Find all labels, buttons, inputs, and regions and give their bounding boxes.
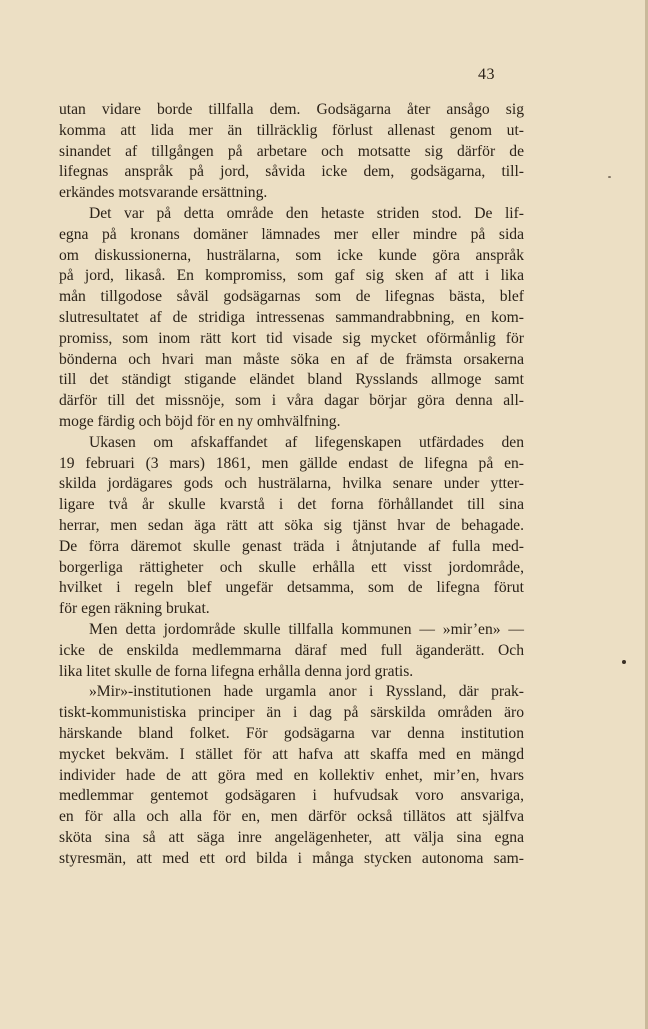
text-line: komma att lida mer än tillräcklig förlust allenast genom ut- [59, 121, 524, 139]
paper-speck [608, 176, 611, 178]
text-line: för egen räkning brukat. [59, 600, 210, 618]
text-line: medlemmar gentemot godsägaren i hufvudsak voro ansvariga, [59, 787, 524, 805]
text-line: mycket bekväm. I stället för att hafva att skaffa med en mängd [59, 745, 524, 763]
text-line: en för alla och alla för en, men därför också tillätos att själfva [59, 808, 524, 826]
text-line: styresmän, att med ett ord bilda i många stycken autonoma sam- [59, 849, 524, 867]
text-line: hvilket i regeln blef ungefär detsamma, som de lifegna förut [59, 579, 524, 597]
text-line: icke de enskilda medlemmarna däraf med full äganderätt. Och [59, 641, 524, 659]
text-line: sköta sina så att säga inre angelägenheter, att välja sina egna [59, 828, 524, 846]
text-line: bönderna och hvari man måste söka en af de främsta orsakerna [59, 350, 524, 368]
text-line: Det var på detta område den hetaste striden stod. De lif- [89, 204, 524, 222]
text-line: skilda jordägares gods och husträlarna, hvilka senare under ytter- [59, 475, 524, 493]
text-line: promiss, som inom rätt kort tid visade sig mycket oförmånlig för [59, 329, 524, 347]
text-line: Men detta jordområde skulle tillfalla kommunen — »mir’en» — [89, 620, 524, 638]
text-line: sinandet af tillgången på arbetare och motsatte sig därför de [59, 142, 524, 160]
text-line: Ukasen om afskaffandet af lifegenskapen utfärdades den [89, 433, 524, 451]
text-line: herrar, men sedan äga rätt att söka sig tjänst hvar de behagade. [59, 516, 524, 534]
text-line: på jord, likaså. En kompromiss, som gaf sig sken af att i lika [59, 267, 524, 285]
text-line: till det ständigt stigande eländet bland Rysslands allmoge samt [59, 371, 524, 389]
text-line: härskande bland folket. För godsägarna var denna institution [59, 724, 524, 742]
text-line: tiskt-kommunistiska principer än i dag på särskilda områden äro [59, 704, 524, 722]
text-line: om diskussionerna, husträlarna, som icke kunde göra anspråk [59, 246, 524, 264]
text-line: moge färdig och böjd för en ny omhvälfning. [59, 412, 341, 430]
text-line: De förra däremot skulle genast träda i åtnjutande af fulla med- [59, 537, 524, 555]
text-line: individer hade de att göra med en kollektiv enhet, mir’en, hvars [59, 766, 524, 784]
body-text [59, 100, 524, 869]
text-line: därför till det missnöje, som i våra dagar börjar göra denna all- [59, 392, 524, 410]
text-line: lifegnas anspråk på jord, såvida icke dem, godsägarna, till- [59, 163, 524, 181]
text-line: slutresultatet af de stridiga intressenas sammandrabbning, en kom- [59, 308, 524, 326]
text-line: mån tillgodose såväl godsägarnas som de lifegnas bästa, blef [59, 288, 524, 306]
text-line: lika litet skulle de forna lifegna erhålla denna jord gratis. [59, 662, 414, 680]
text-line: »Mir»-institutionen hade urgamla anor i Ryssland, där prak- [89, 683, 524, 701]
text-line: ligare två år skulle kvarstå i det forna förhållandet till sina [59, 496, 524, 514]
text-line: erkändes motsvarande ersättning. [59, 184, 268, 202]
text-line: 19 februari (3 mars) 1861, men gällde endast de lifegna på en- [59, 454, 524, 472]
page-number: 43 [478, 66, 495, 83]
text-line: egna på kronans domäner lämnades mer eller mindre på sida [59, 225, 524, 243]
text-line: borgerliga rättigheter och skulle erhålla ett visst jordområde, [59, 558, 524, 576]
text-line: utan vidare borde tillfalla dem. Godsägarna åter ansågo sig [59, 101, 524, 118]
paper-speck [622, 660, 626, 664]
